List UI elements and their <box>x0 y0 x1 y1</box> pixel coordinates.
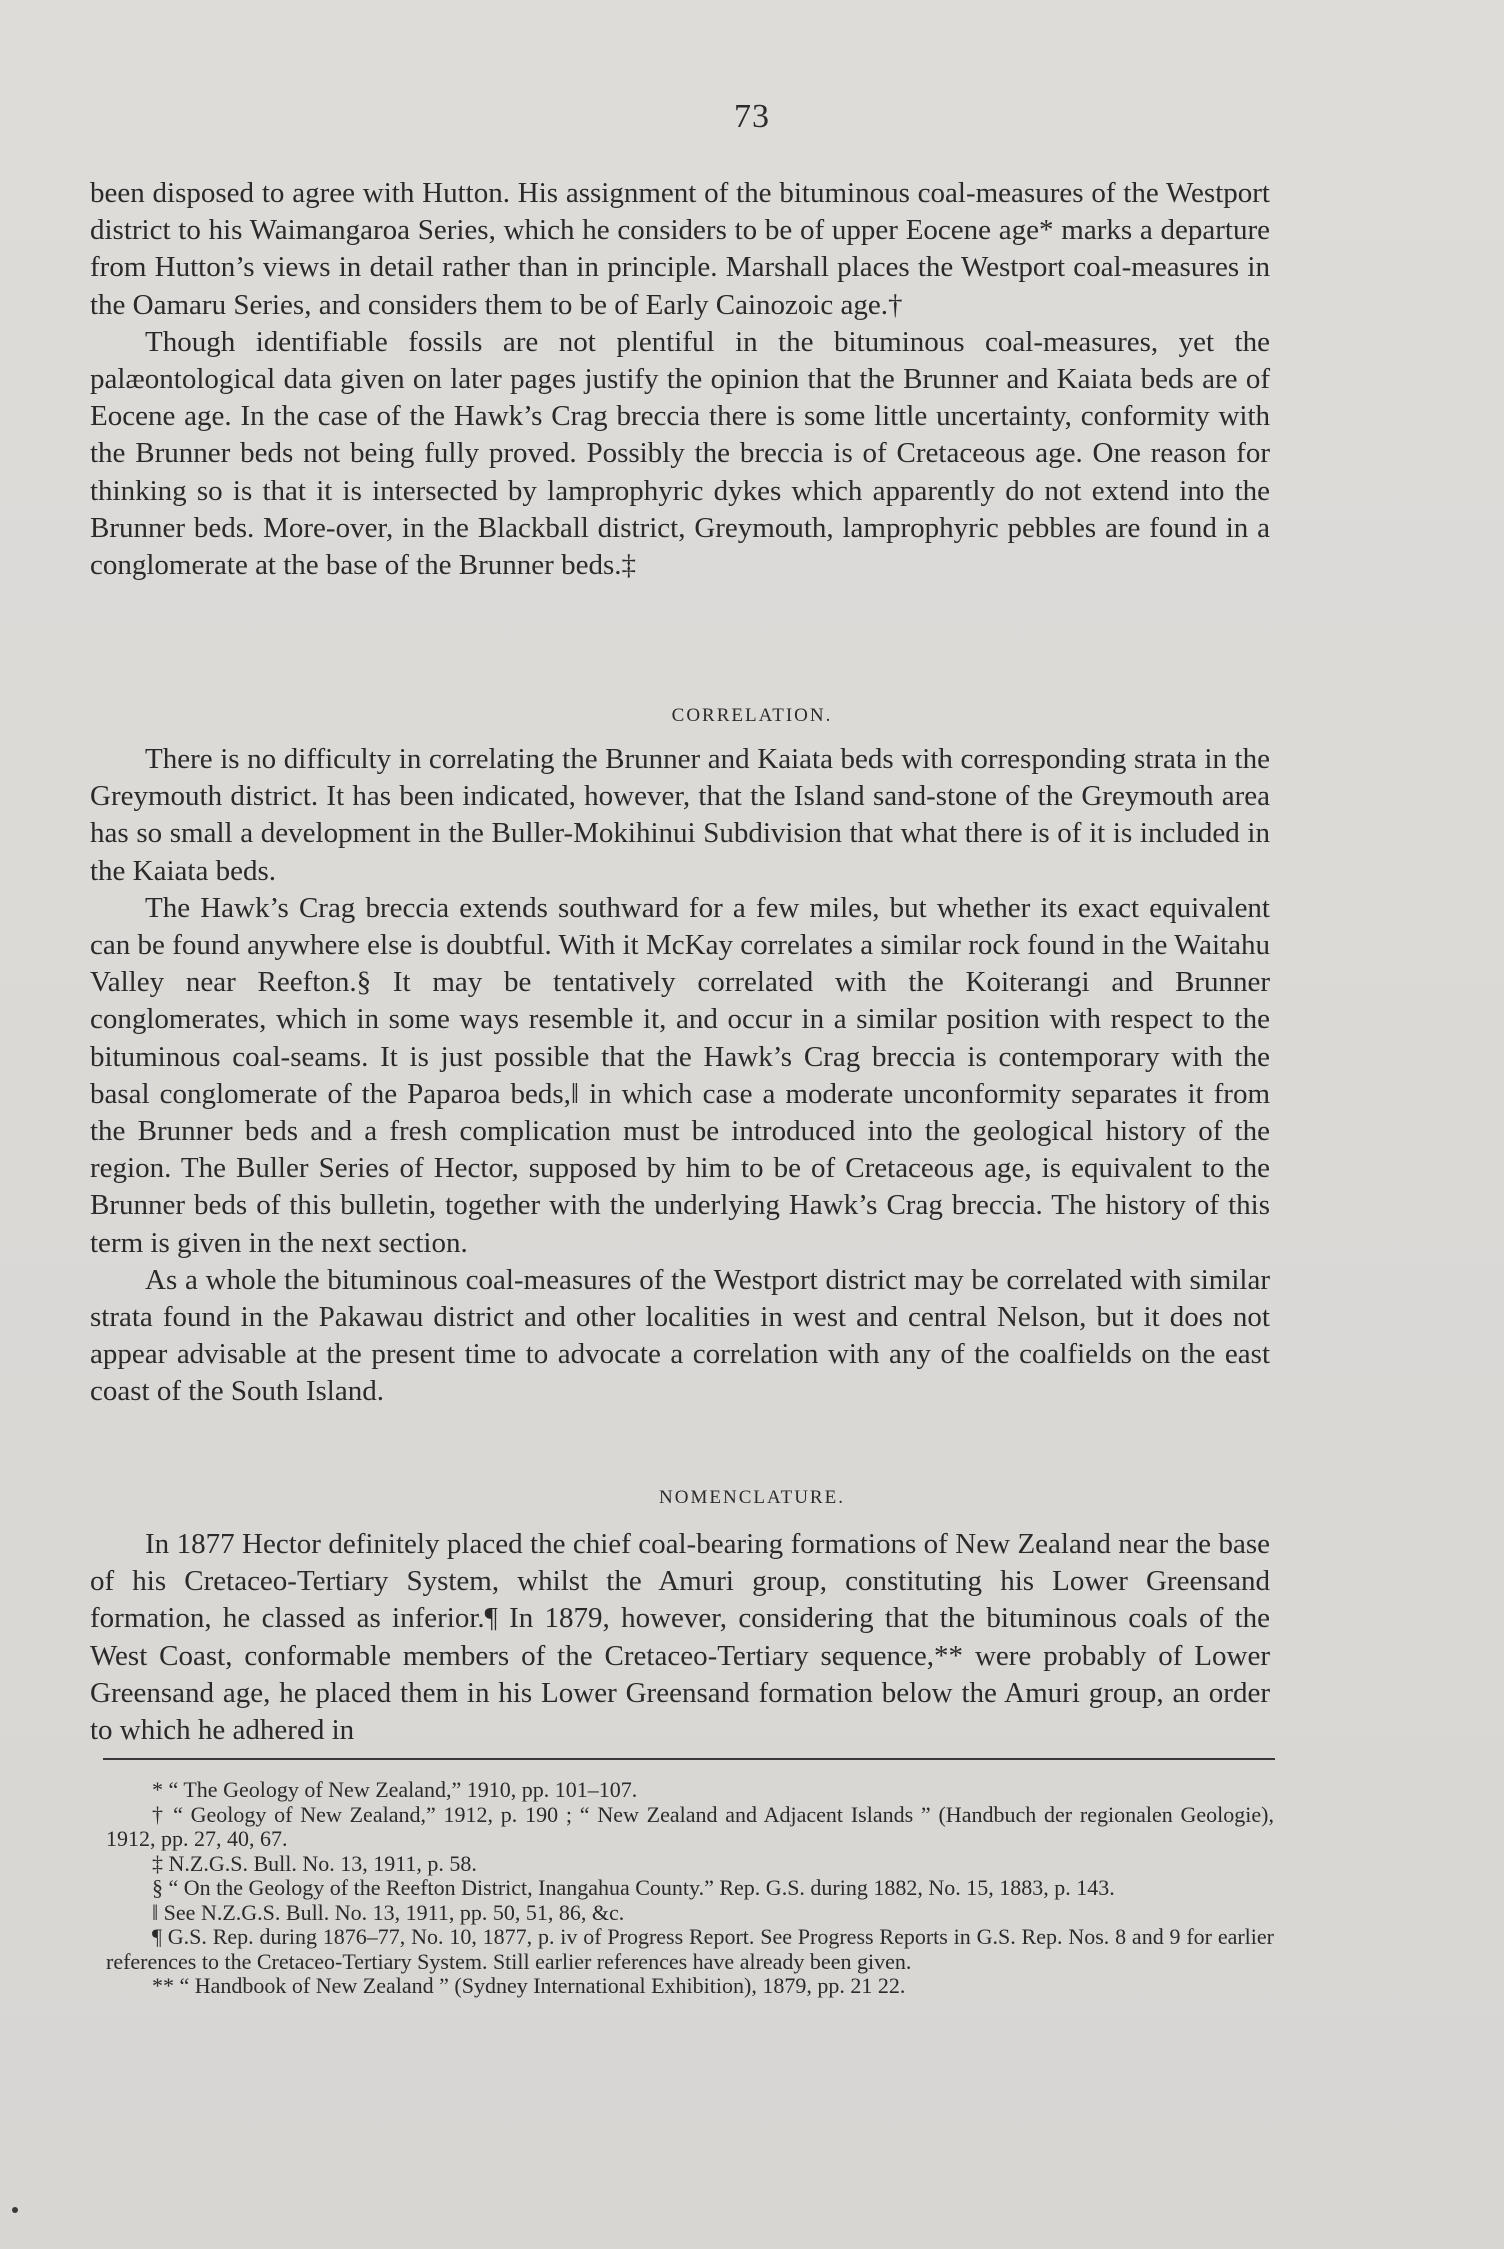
page-number: 73 <box>734 98 770 135</box>
footnote: ** “ Handbook of New Zealand ” (Sydney International Exhibition), 1879, pp. 21 22. <box>152 1973 906 1998</box>
footnote-divider <box>103 1758 1275 1760</box>
section-heading-nomenclature: NOMENCLATURE. <box>659 1487 845 1508</box>
paragraph: There is no difficulty in correlating the Brunner and Kaiata beds with corresponding strata in the Greymouth district. It has been indicated, however, that the Island sand-stone of the Greymouth area has so small a development in the Buller-Mokihinui Subdivision that what there is of it is included in the Kaiata beds. <box>90 743 1270 887</box>
footnote: ‡ N.Z.G.S. Bull. No. 13, 1911, p. 58. <box>152 1850 477 1876</box>
footnote: § “ On the Geology of the Reefton District, Inangahua County.” Rep. G.S. during 1882, No. 15, 1883, p. 143. <box>152 1875 1115 1900</box>
footnotes <box>106 1778 1274 1999</box>
footnote: ‖ See N.Z.G.S. Bull. No. 13, 1911, pp. 50, 51, 86, &c. <box>152 1899 625 1925</box>
intro-section <box>90 175 1270 584</box>
paragraph: been disposed to agree with Hutton. His assignment of the bituminous coal-measures of the Westport district to his Waimangaroa Series, which he considers to be of upper Eocene age* marks a departure from Hutton’s views in detail rather than in principle. Marshall places the Westport coal-measures in the Oamaru Series, and considers them to be of Early Cainozoic age.† <box>90 177 1270 321</box>
paragraph: As a whole the bituminous coal-measures of the Westport district may be correlated with similar strata found in the Pakawau district and other localities in west and central Nelson, but it does not appear advisable at the present time to advocate a correlation with any of the coalfields on the east coast of the South Island. <box>90 1263 1270 1408</box>
correlation-section <box>90 741 1270 1411</box>
margin-speck <box>12 2207 18 2213</box>
paragraph: Though identifiable fossils are not plentiful in the bituminous coal-measures, yet the palæontological data given on later pages justify the opinion that the Brunner and Kaiata beds are of Eocene age. In the case of the Hawk’s Crag breccia there is some little uncertainty, conformity with the Brunner beds not being fully proved. Possibly the breccia is of Cretaceous age. One reason for thinking so is that it is intersected by lamprophyric dykes which apparently do not extend into the Brunner beds. More-over, in the Blackball district, Greymouth, lamprophyric pebbles are found in a conglomerate at the base of the Brunner beds.‡ <box>90 325 1270 582</box>
footnote: † “ Geology of New Zealand,” 1912, p. 190 ; “ New Zealand and Adjacent Islands ” (Handbuch der regionalen Geologie), 1912, pp. 27, 40, 67. <box>106 1801 1274 1851</box>
paragraph: The Hawk’s Crag breccia extends southward for a few miles, but whether its exact equivalent can be found anywhere else is doubtful. With it McKay correlates a similar rock found in the Waitahu Valley near Reefton.§ It may be tentatively correlated with the Koiterangi and Brunner conglomerates, which in some ways resemble it, and occur in a similar position with respect to the bituminous coal-seams. It is just possible that the Hawk’s Crag breccia is contemporary with the basal conglomerate of the Paparoa beds,‖ in which case a moderate unconformity separates it from the Brunner beds and a fresh complication must be introduced into the geological history of the region. The Buller Series of Hector, supposed by him to be of Cretaceous age, is equivalent to the Brunner beds of this bulletin, together with the underlying Hawk’s Crag breccia. The history of this term is given in the next section. <box>90 891 1270 1259</box>
section-heading-correlation: CORRELATION. <box>671 705 833 726</box>
footnote: * “ The Geology of New Zealand,” 1910, pp. 101–107. <box>152 1777 638 1802</box>
nomenclature-section <box>90 1526 1270 1749</box>
paragraph: In 1877 Hector definitely placed the chief coal-bearing formations of New Zealand near the base of his Cretaceo-Tertiary System, whilst the Amuri group, constituting his Lower Greensand formation, he classed as inferior.¶ In 1879, however, considering that the bituminous coals of the West Coast, conformable members of the Cretaceo-Tertiary sequence,** were probably of Lower Greensand age, he placed them in his Lower Greensand formation below the Amuri group, an order to which he adhered in <box>90 1528 1270 1747</box>
footnote: ¶ G.S. Rep. during 1876–77, No. 10, 1877, p. iv of Progress Report. See Progress Reports in G.S. Rep. Nos. 8 and 9 for earlier references to the Cretaceo-Tertiary System. Still earlier references have already been given. <box>106 1924 1274 1974</box>
